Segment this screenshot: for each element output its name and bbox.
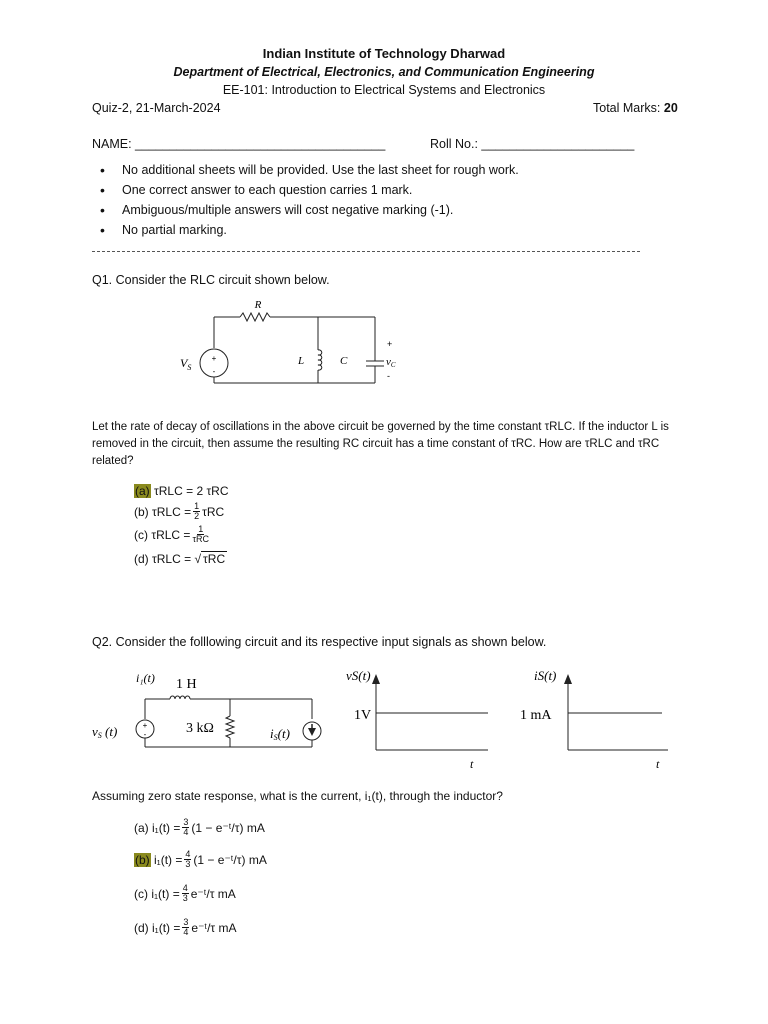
q2-option-a-post: (1 − e⁻ᵗ/τ) mA [191,820,265,835]
q2-option-d-label: (d) [134,920,149,935]
total-marks-value: 20 [663,101,678,115]
total-marks [593,101,678,115]
roll-field: Roll No.: ______________________ [430,137,635,151]
q2-option-d-pre: i₁(t) = [152,920,181,935]
q2-circuit [90,664,330,754]
q2-option-b[interactable] [134,850,267,869]
vc-label: vC [386,356,396,369]
q1-option-d-label: (d) [134,551,149,566]
instruction-item: • No partial marking. [100,220,519,240]
q1-option-d-radicand: τRC [203,552,226,566]
q2-option-c-pre: i₁(t) = [151,886,180,901]
q2-option-c[interactable] [134,884,236,903]
capacitor-label: C [340,355,348,367]
q2-is-graph [510,660,670,770]
vs-graph-ylabel: vS(t) [346,668,371,683]
q1-option-b-post: τRC [202,504,225,519]
q2-option-b-fraction: $\frac{4}{3}$ [185,849,191,869]
inductor-value: 1 H [176,677,197,692]
is-graph-level: 1 mA [520,708,552,723]
instruction-item: • No additional sheets will be provided. Use the last sheet for rough work. [100,160,519,180]
q2-option-c-fraction: $\frac{4}{3}$ [182,883,188,903]
q1-option-a-label: (a) [135,484,150,498]
instructions-list [100,160,519,240]
q1-option-d-pre: τRLC = [152,551,192,566]
name-field: NAME: ____________________________________ [92,137,386,151]
instruction-item: • One correct answer to each question carries 1 mark. [100,180,519,200]
q1-option-c[interactable] [134,525,211,544]
q1-option-a-text: τRLC = 2 τRC [154,484,229,498]
q1-option-b-fraction: $\frac{1}{2}$ [194,501,200,521]
vs-source-label: vS (t) [92,724,118,740]
q1-text: Let the rate of decay of oscillations in the above circuit be governed by the time constant τRLC. If the inductor L is removed in the circuit, then assume the resulting RC circuit has a time constant of τRC. How are τRLC and τRC related? [92,421,669,467]
resistor-value: 3 kΩ [186,721,214,736]
inductor-label: L [298,355,305,367]
q1-option-b-label: (b) [134,504,149,519]
department-name: Department of Electrical, Electronics, and Communication Engineering [173,65,595,79]
q1-option-d[interactable]: (d) τRLC = √ τRC [134,551,226,566]
total-marks-label: Total Marks: [593,101,661,115]
i1-label: i₁(t) [136,671,155,685]
q2-option-a-fraction: $\frac{3}{4}$ [183,817,189,837]
vc-plus: + [387,339,393,349]
source-minus: - [212,367,216,376]
is-source-label: iS(t) [270,726,290,742]
is-graph-ylabel: iS(t) [534,668,557,683]
q2-option-a-label: (a) [134,820,149,835]
q1-option-c-pre: τRLC = [151,527,191,542]
q2-title: Q2. Consider the folllowing circuit and its respective input signals as shown below. [92,635,547,649]
q2-text: Assuming zero state response, what is the current, i₁(t), through the inductor? [92,789,503,803]
institute-name: Indian Institute of Technology Dharwad [262,46,506,61]
vs-minus: - [143,730,147,739]
vs-graph-xlabel: t [470,757,474,770]
section-divider [92,251,640,252]
resistor-label: R [254,299,262,311]
q2-option-a[interactable] [134,818,265,837]
q1-title: Q1. Consider the RLC circuit shown below. [92,273,330,287]
course-title: EE-101: Introduction to Electrical Systems and Electronics [222,83,546,97]
q1-option-b-pre: τRLC = [152,504,192,519]
source-plus: + [211,354,217,363]
q2-option-d-fraction: $\frac{3}{4}$ [183,917,189,937]
q2-option-b-label: (b) [135,852,150,867]
q2-option-c-label: (c) [134,886,148,901]
vs-graph-level: 1V [354,708,372,723]
is-graph-xlabel: t [656,757,660,770]
q1-option-c-label: (c) [134,527,148,542]
q1-rlc-circuit [170,295,410,395]
q2-option-a-pre: i₁(t) = [152,820,181,835]
q1-option-a[interactable] [134,484,229,498]
quiz-date: Quiz-2, 21-March-2024 [92,101,221,115]
q1-option-b[interactable] [134,502,224,521]
vs-label: $V_S$ [180,356,192,372]
vc-minus: - [387,371,390,381]
q1-option-c-fraction: $\frac{1}{\text{τRC}}$ [192,524,209,544]
q2-option-d-post: e⁻ᵗ/τ mA [191,920,237,935]
q2-option-b-pre: i₁(t) = [154,852,183,867]
q2-option-b-post: (1 − e⁻ᵗ/τ) mA [193,852,267,867]
q2-option-c-post: e⁻ᵗ/τ mA [190,886,236,901]
q2-option-d[interactable] [134,918,236,937]
q2-vs-graph [340,660,490,770]
vs-plus: + [142,721,148,730]
instruction-item: • Ambiguous/multiple answers will cost negative marking (-1). [100,200,519,220]
